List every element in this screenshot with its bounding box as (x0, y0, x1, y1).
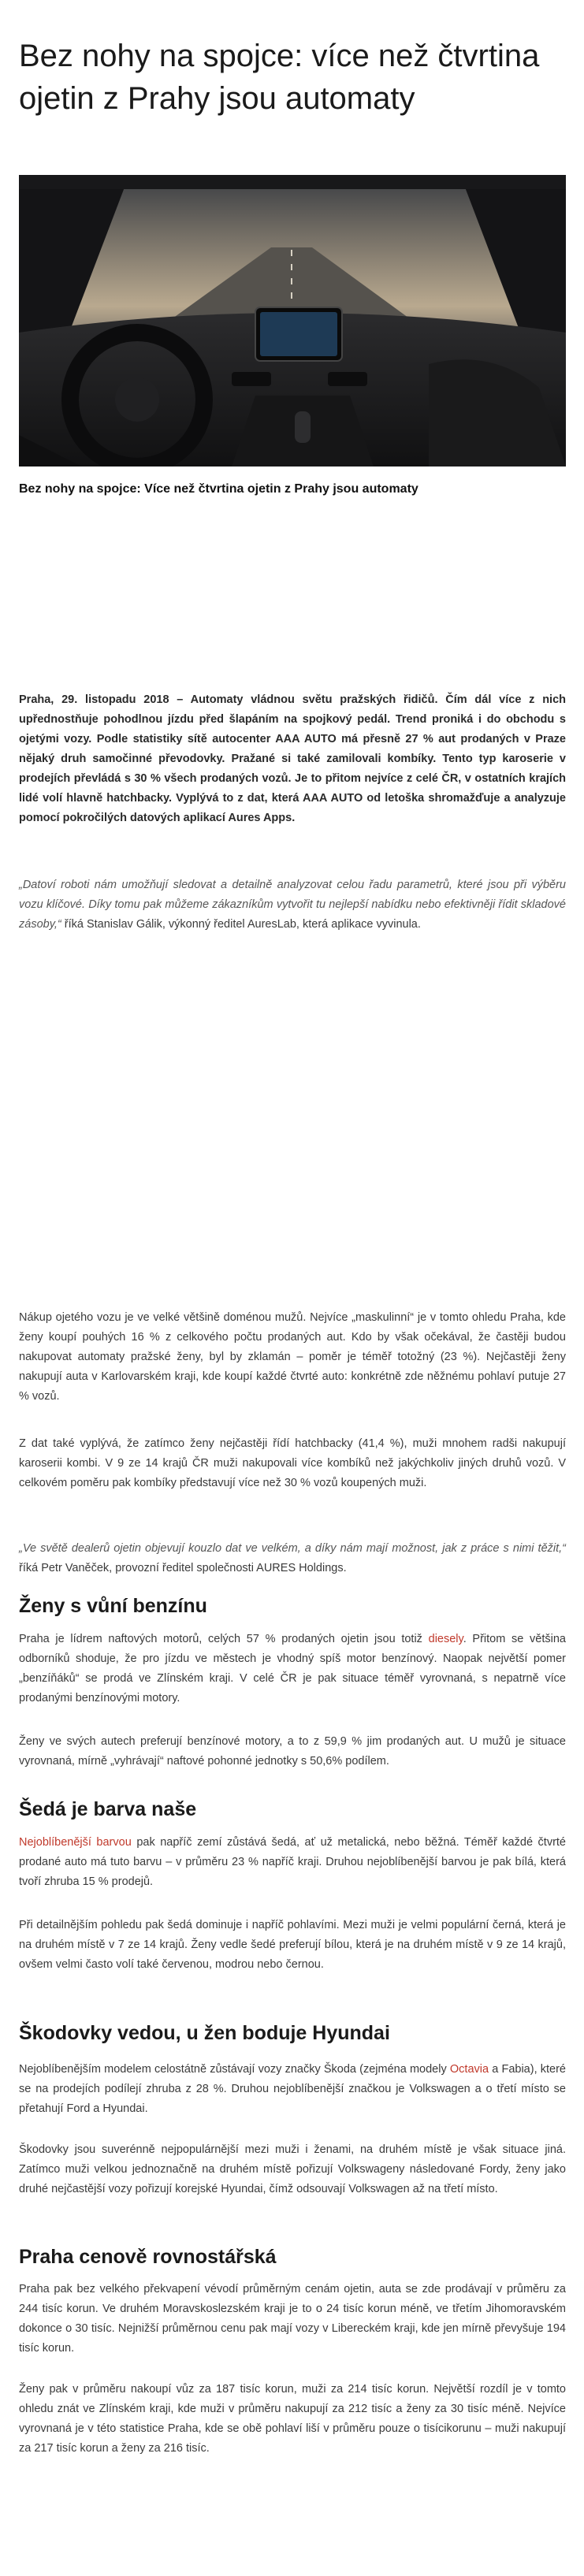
paragraph-3 (19, 1630, 566, 1708)
quote-text-2: „Ve světě dealerů ojetin objevují kouzlo dat ve velkém, a díky nám mají možnost, jak z práce s nimi těžit,“ (19, 1542, 566, 1555)
octavia-link[interactable]: Octavia (449, 2063, 489, 2076)
article-title: Bez nohy na spojce: více než čtvrtina ojetin z Prahy jsou automaty (19, 39, 540, 116)
paragraph-7 (19, 2060, 566, 2119)
paragraph-5-text: pak napříč zemí zůstává šedá, ať už metalická, nebo běžná. Téměř každé čtvrté prodané auto má tuto barvu – v průměru 23 % napříč kraji. Druhou nejoblíbenější barvou je pak bílá, která tvoří zhruba 15 % prodejů. (19, 1836, 566, 1888)
quote-paragraph-2 (19, 1539, 566, 1578)
section-heading-praha: Praha cenově rovnostářská (19, 2246, 277, 2268)
paragraph-8: Škodovky jsou suverénně nejpopulárnější mezi muži i ženami, na druhém místě je však situace jiná. Zatímco muži velkou jednoznačně na druhém místě pořizují Volkswageny následované Fordy, ženy jako druhé nejčastější vozy pořizují korejské Hyundai, čímž odsouvají Volkswagen až na třetí místo. (19, 2143, 566, 2195)
section-heading-barva: Šedá je barva naše (19, 1798, 197, 1820)
paragraph-2: Z dat také vyplývá, že zatímco ženy nejčastěji řídí hatchbacky (41,4 %), muži mnohem radši nakupují karoserii kombi. V 9 ze 14 krajů ČR muži nakupovali více kombíků než jakýchkoliv jiných druhů vozů. V celkovém poměru pak kombíky představují více než 30 % vozů koupených muži. (19, 1437, 566, 1489)
diesely-link[interactable]: diesely (428, 1633, 463, 1645)
paragraph-10: Ženy pak v průměru nakoupí vůz za 187 tisíc korun, muži za 214 tisíc korun. Největší rozdíl je v tomto ohledu znát ve Zlínském kraji, kde muži v průměru nakupují za 212 tisíc a ženy za 30 tisíc méně. Nejvíce vyrovnaná je v této statistice Praha, kde se obě pohlaví liší v průměru pouze o tisícikorunu – muži nakupují za 217 tisíc korun a ženy za 216 tisíc. (19, 2383, 566, 2455)
paragraph-4: Ženy ve svých autech preferují benzínové motory, a to z 59,9 % jim prodaných aut. U mužů je situace vyrovnaná, mírně „vyhrávají“ naftové pohonné jednotky s 50,6% podílem. (19, 1735, 566, 1768)
article-subheading: Bez nohy na spojce: Více než čtvrtina ojetin z Prahy jsou automaty (19, 482, 418, 496)
paragraph-7-text-end: a Fabia), které se na prodejích podílejí zhruba z 28 %. Druhou nejoblíbenější značkou je Volkswagen a o třetí místo se přetahují Ford a Hyundai. (19, 2063, 566, 2115)
quote-attribution-1: říká Stanislav Gálik, výkonný ředitel AuresLab, která aplikace vyvinula. (61, 918, 421, 931)
hero-image (19, 175, 566, 467)
quote-attribution-2: říká Petr Vaněček, provozní ředitel společnosti AURES Holdings. (19, 1562, 347, 1574)
section-heading-skoda: Škodovky vedou, u žen boduje Hyundai (19, 2022, 390, 2044)
quote-paragraph-1 (19, 875, 566, 935)
paragraph-3-text: Praha je lídrem naftových motorů, celých 57 % prodaných ojetin jsou totiž (19, 1633, 429, 1645)
paragraph-1: Nákup ojetého vozu je ve velké většině doménou mužů. Nejvíce „maskulinní“ je v tomto ohledu Praha, kde ženy koupí pouhých 16 % z celkového počtu prodaných aut. Kdo by však očekával, že častěji budou nakupovat automaty pražské ženy, byl by zklamán – poměr je téměř totožný (23 %). Nejčastěji ženy nakupují auta v Karlovarském kraji, kde koupí každé čtvrté auto: konkrétně zde něžnému pohlaví putuje 27 % vozů. (19, 1311, 566, 1403)
paragraph-3-text-end: . Přitom se většina odborníků shoduje, že pro jízdu ve městech je vhodný spíš motor benzínový. Naopak největší pomer „benzíňáků“ se prodá ve Zlínském kraji. V celé ČR je pak situace téměř vyrovnaná, s nepatrně více prodanými benzínovými motory. (19, 1633, 566, 1704)
nejoblibenejsi-barvou-link[interactable]: Nejoblíbenější barvou (19, 1836, 132, 1849)
section-heading-benzin: Ženy s vůní benzínu (19, 1595, 207, 1617)
paragraph-9: Praha pak bez velkého překvapení vévodí průměrným cenám ojetin, auta se zde prodávají v průměru za 244 tisíc korun. Ve druhém Moravskoslezském kraji je to o 24 tisíc korun méně, ve třetím Jihomoravském dokonce o 30 tisíc. Nejnižší průměrnou cenu pak mají vozy v Libereckém kraji, kde jen mírně převyšuje 194 tisíc korun. (19, 2283, 566, 2355)
paragraph-7-text: Nejoblíbenějším modelem celostátně zůstávají vozy značky Škoda (zejména modely (19, 2063, 450, 2076)
paragraph-5 (19, 1833, 566, 1892)
paragraph-6: Při detailnějším pohledu pak šedá dominuje i napříč pohlavími. Mezi muži je velmi populární černá, která je na druhém místě v 7 ze 14 krajů. Ženy vedle šedé preferují bílou, která je na druhém místě v 9 ze 14 krajů, ovšem velmi často volí také červenou, modrou nebo černou. (19, 1919, 566, 1971)
quote-text-1: „Datoví roboti nám umožňují sledovat a detailně analyzovat celou řadu parametrů, které jsou při výběru vozu klíčové. Díky tomu pak můžeme zákazníkům vytvořit tu nejlepší nabídku nebo efektivněji řídit skladové zásoby,“ (19, 879, 566, 931)
lead-paragraph: Praha, 29. listopadu 2018 – Automaty vládnou světu pražských řidičů. Čím dál více z nich upřednostňuje pohodlnou jízdu před šlapáním na spojkový pedál. Trend proniká i do obchodu s ojetými vozy. Podle statistiky sítě autocenter AAA AUTO má přesně 27 % aut prodaných v Praze nějaký druh samočinné převodovky. Pražané si také zamilovali kombíky. Tento typ karoserie v prodejích převládá s 30 % všech prodaných vozů. Je to přitom nejvíce z celé ČR, v ostatních krajích lidé volí hlavně hatchbacky. Vyplývá to z dat, která AAA AUTO od letoška shromažďuje a analyzuje pomocí pokročilých datových aplikací Aures Apps. (19, 693, 566, 824)
